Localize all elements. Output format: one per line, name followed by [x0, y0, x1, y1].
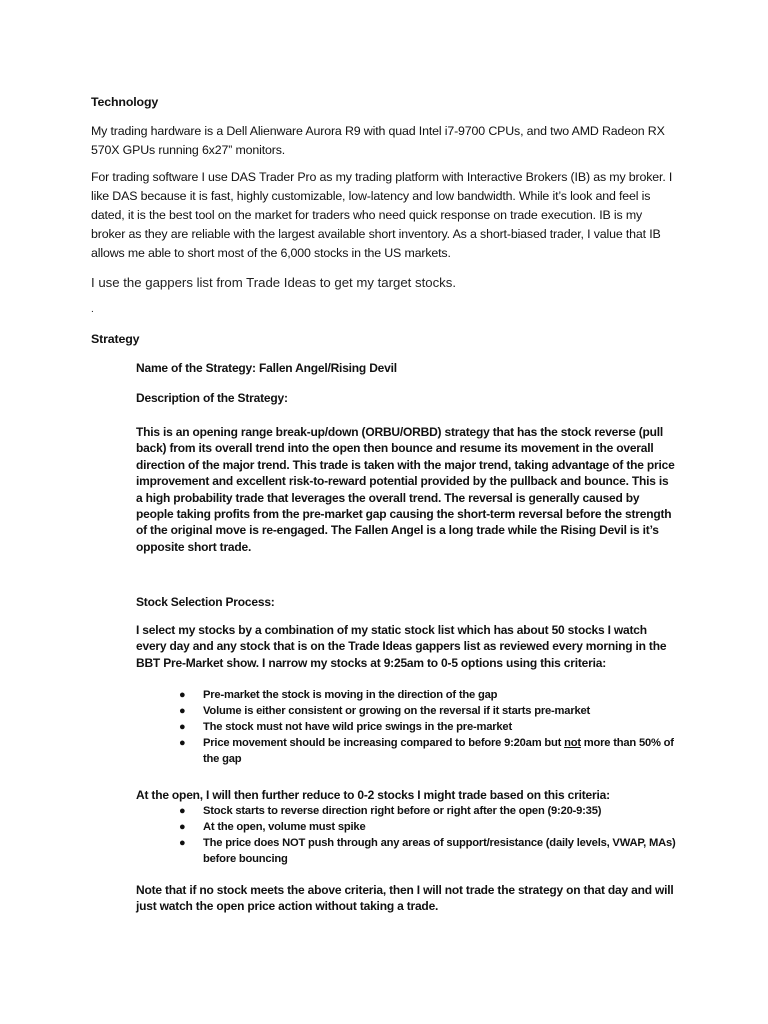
bullet-icon: ●	[179, 721, 186, 733]
strategy-heading: Strategy	[91, 332, 140, 346]
hardware-paragraph: My trading hardware is a Dell Alienware Aurora R9 with quad Intel i7-9700 CPUs, and two AMD Radeon RX 570X GPUs running 6x27” monitors.	[91, 124, 665, 157]
software-paragraph: For trading software I use DAS Trader Pro as my trading platform with Interactive Brokers (IB) as my broker. I like DAS because it is fast, highly customizable, low-latency and low bandwidth. While it’s look and feel is dated, it is the best tool on the market for traders who need quick response on trade execution. IB is my broker as they are reliable with the largest available short inventory. As a short-biased trader, I value that IB allows me able to short most of the 6,000 stocks in the US markets.	[91, 170, 673, 260]
open-criteria-list	[179, 803, 679, 867]
list-item: ● Stock starts to reverse direction right before or right after the open (9:20-9:35)	[179, 805, 602, 817]
list-item: ● Price movement should be increasing compared to before 9:20am but not more than 50% of the gap	[179, 737, 674, 765]
open-intro: At the open, I will then further reduce to 0-2 stocks I might trade based on this criteria:	[136, 788, 610, 802]
list-item: ● The price does NOT push through any areas of support/resistance (daily levels, VWAP, MAs) before bouncing	[179, 837, 676, 865]
bullet-icon: ●	[179, 737, 186, 749]
selection-heading: Stock Selection Process:	[136, 595, 275, 609]
premarket-criteria-list	[179, 687, 679, 767]
list-item: ● The stock must not have wild price swings in the pre-market	[179, 721, 512, 733]
list-item: ● At the open, volume must spike	[179, 821, 366, 833]
bullet-icon: ●	[179, 705, 186, 717]
list-item: ● Volume is either consistent or growing on the reversal if it starts pre-market	[179, 705, 591, 717]
stray-dot: .	[91, 304, 94, 315]
not-emphasis: not	[564, 737, 581, 749]
bullet-icon: ●	[179, 837, 186, 849]
bullet-icon: ●	[179, 689, 186, 701]
bullet-icon: ●	[179, 805, 186, 817]
bullet-icon: ●	[179, 821, 186, 833]
description-heading: Description of the Strategy:	[136, 391, 288, 405]
description-paragraph: This is an opening range break-up/down (ORBU/ORBD) strategy that has the stock reverse (pull back) from its overall trend into the open then bounce and resume its movement in the overall direction of the major trend. This trade is taken with the major trend, taking advantage of the price improvement and excellent risk-to-reward potential provided by the pullback and bounce. This is a high probability trade that leverages the overall trend. The reversal is generally caused by people taking profits from the pre-market gap causing the short-term reversal before the strength of the original move is re-engaged. The Fallen Angel is a long trade while the Rising Devil is it’s opposite short trade.	[136, 425, 675, 554]
technology-heading: Technology	[91, 95, 159, 109]
gappers-paragraph: I use the gappers list from Trade Ideas to get my target stocks.	[91, 275, 457, 290]
list-item: ● Pre-market the stock is moving in the direction of the gap	[179, 689, 498, 701]
selection-intro: I select my stocks by a combination of my static stock list which has about 50 stocks I watch every day and any stock that is on the Trade Ideas gappers list as reviewed every morning in the BBT Pre-Market show. I narrow my stocks at 9:25am to 0-5 options using this criteria:	[136, 623, 667, 670]
strategy-name: Name of the Strategy: Fallen Angel/Rising Devil	[136, 361, 397, 375]
note-paragraph: Note that if no stock meets the above criteria, then I will not trade the strategy on that day and will just watch the open price action without taking a trade.	[136, 883, 674, 914]
